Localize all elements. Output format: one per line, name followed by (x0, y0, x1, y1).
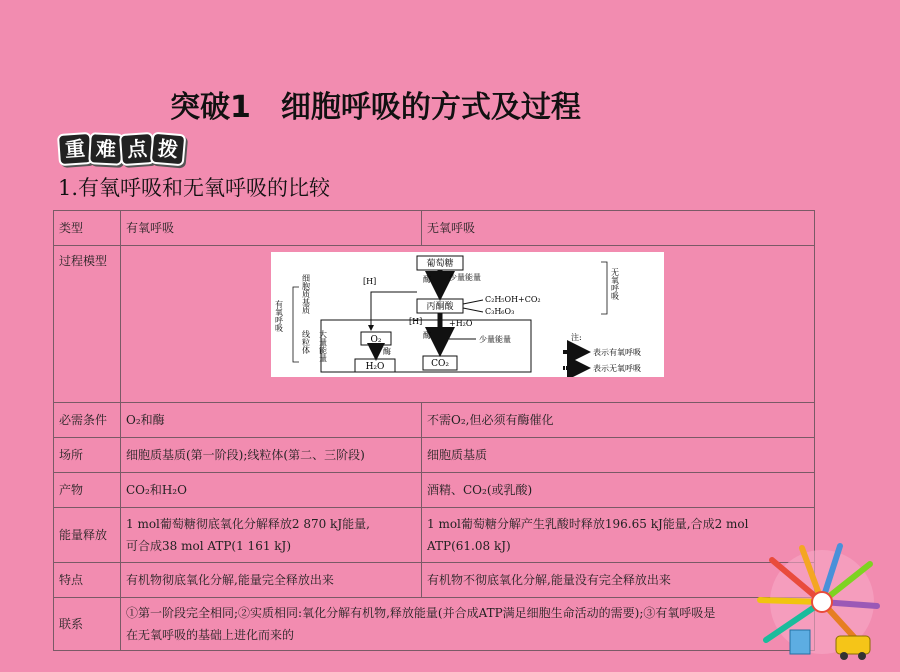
cell-anaerobic: 细胞质基质 (422, 438, 815, 473)
label-ferment-1: C₂H₅OH+CO₂ (485, 295, 541, 304)
cell-line: 1 mol葡萄糖分解产生乳酸时释放196.65 kJ能量,合成2 mol (427, 517, 749, 531)
cell-aerobic (121, 508, 422, 563)
row-label: 必需条件 (54, 403, 121, 438)
key-points-badge (58, 133, 182, 163)
legend-aerobic: 表示有氧呼吸 (593, 348, 641, 357)
badge-char: 拨 (150, 132, 187, 167)
cell-line: 在无氧呼吸的基础上进化而来的 (126, 628, 295, 642)
label-anaerobic-side: 无氧呼吸 (610, 268, 620, 300)
cell-line: 1 mol葡萄糖彻底氧化分解释放2 870 kJ能量, (126, 517, 370, 531)
cell-anaerobic: 有机物不彻底氧化分解,能量没有完全释放出来 (422, 563, 815, 598)
page-title: 突破1 细胞呼吸的方式及过程 (170, 90, 581, 125)
label-h-left: [H] (363, 277, 377, 286)
decorative-pencils-illustration (752, 540, 882, 668)
badge-char: 点 (119, 132, 155, 166)
header-aerobic: 有氧呼吸 (121, 211, 422, 246)
label-pyruvate: 丙酮酸 (426, 302, 454, 312)
label-small-energy-2: 少量能量 (479, 335, 511, 344)
process-model-cell (121, 246, 815, 403)
cell-aerobic: O₂和酶 (121, 403, 422, 438)
row-label: 联系 (54, 598, 121, 651)
table-header-row (54, 211, 815, 246)
table-row-condition (54, 403, 815, 438)
cell-line: 可合成38 mol ATP(1 161 kJ) (126, 539, 292, 553)
header-anaerobic: 无氧呼吸 (422, 211, 815, 246)
badge-char: 难 (88, 132, 124, 166)
cell-line: ATP(61.08 kJ) (427, 539, 511, 553)
label-co2: CO₂ (431, 359, 449, 369)
label-h2o: H₂O (365, 362, 385, 372)
label-small-energy-1: 少量能量 (449, 273, 481, 282)
row-label-model: 过程模型 (54, 246, 121, 403)
respiration-process-diagram (271, 252, 664, 377)
label-ferment-2: C₃H₆O₃ (485, 307, 515, 316)
cell-aerobic: 细胞质基质(第一阶段);线粒体(第二、三阶段) (121, 438, 422, 473)
comparison-table (53, 210, 815, 651)
cell-aerobic: CO₂和H₂O (121, 473, 422, 508)
label-aerobic-side: 有氧呼吸 (274, 300, 284, 332)
row-label: 产物 (54, 473, 121, 508)
section-heading: 1.有氧呼吸和无氧呼吸的比较 (58, 176, 331, 200)
label-big-energy: 大量能量 (318, 330, 328, 362)
label-o2: O₂ (370, 335, 382, 345)
cell-aerobic: 有机物彻底氧化分解,能量完全释放出来 (121, 563, 422, 598)
label-mito: 线粒体 (301, 330, 311, 354)
row-label: 场所 (54, 438, 121, 473)
label-cytoplasm: 细胞质基质 (301, 274, 311, 314)
cell-relation (121, 598, 815, 651)
table-row-site (54, 438, 815, 473)
badge-char: 重 (57, 132, 93, 166)
label-enzyme-3: 酶 (383, 347, 391, 356)
label-enzyme-2: 酶 (423, 331, 431, 340)
label-h-mid: [H] (409, 317, 423, 326)
header-type: 类型 (54, 211, 121, 246)
cell-anaerobic: 不需O₂,但必须有酶催化 (422, 403, 815, 438)
row-label: 能量释放 (54, 508, 121, 563)
table-row-model (54, 246, 815, 403)
table-row-feature (54, 563, 815, 598)
table-row-relation (54, 598, 815, 651)
cell-anaerobic: 酒精、CO₂(或乳酸) (422, 473, 815, 508)
row-label: 特点 (54, 563, 121, 598)
label-enzyme-1: 酶 (423, 275, 431, 284)
table-row-product (54, 473, 815, 508)
label-glucose: 葡萄糖 (426, 259, 454, 269)
legend-note: 注: (571, 333, 582, 342)
table-row-energy (54, 508, 815, 563)
legend-anaerobic: 表示无氧呼吸 (593, 364, 641, 373)
cell-line: ①第一阶段完全相同;②实质相同:氧化分解有机物,释放能量(并合成ATP满足细胞生命活动的需要);③有氧呼吸是 (126, 606, 716, 620)
label-h2o-in: +H₂O (449, 319, 473, 328)
